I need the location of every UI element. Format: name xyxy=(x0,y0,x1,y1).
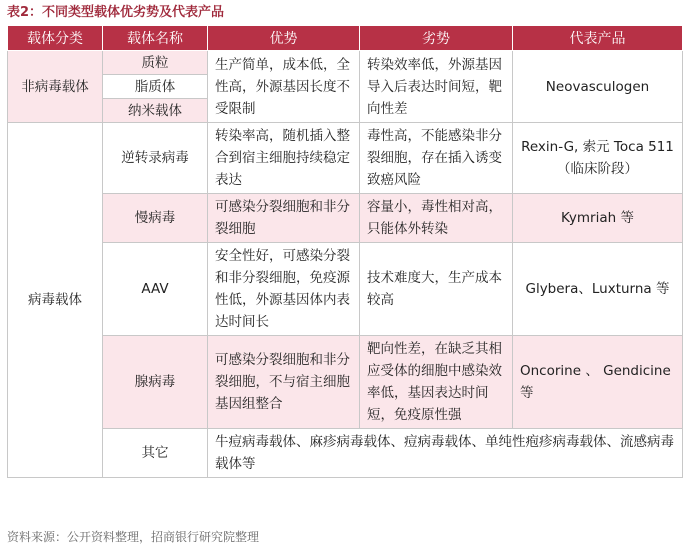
advantages-cell: 可感染分裂细胞和非分裂细胞，不与宿主细胞基因组整合 xyxy=(208,336,360,429)
disadvantages-cell: 毒性高，不能感染非分裂细胞，存在插入诱变致癌风险 xyxy=(360,123,513,194)
header-disadvantages: 劣势 xyxy=(360,26,513,51)
vector-comparison-table xyxy=(7,25,683,478)
vector-name-lentivirus: 慢病毒 xyxy=(103,194,208,243)
header-products: 代表产品 xyxy=(513,26,683,51)
vector-name-retrovirus: 逆转录病毒 xyxy=(103,123,208,194)
table-title: 表2：不同类型载体优劣势及代表产品 xyxy=(7,5,225,20)
header-category: 载体分类 xyxy=(8,26,103,51)
disadvantages-cell: 容量小，毒性相对高，只能体外转染 xyxy=(360,194,513,243)
table-row xyxy=(8,51,683,75)
vector-name-other: 其它 xyxy=(103,429,208,478)
other-vectors-cell: 牛痘病毒载体、麻疹病毒载体、痘病毒载体、单纯性疱疹病毒载体、流感病毒载体等 xyxy=(208,429,683,478)
header-advantages: 优势 xyxy=(208,26,360,51)
table-header-row xyxy=(8,26,683,51)
advantages-cell: 可感染分裂细胞和非分裂细胞 xyxy=(208,194,360,243)
table-row xyxy=(8,123,683,194)
products-cell: Oncorine 、 Gendicine 等 xyxy=(513,336,683,429)
vector-name-nano: 纳米载体 xyxy=(103,99,208,123)
category-nonviral: 非病毒载体 xyxy=(8,51,103,123)
advantages-cell: 生产简单，成本低，全性高，外源基因长度不受限制 xyxy=(208,51,360,123)
source-note: 资料来源：公开资料整理，招商银行研究院整理 xyxy=(7,530,260,544)
disadvantages-cell: 技术难度大，生产成本较高 xyxy=(360,243,513,336)
table-row xyxy=(8,243,683,336)
products-cell: Rexin-G, 索元 Toca 511（临床阶段） xyxy=(513,123,683,194)
vector-name-aav: AAV xyxy=(103,243,208,336)
products-cell: Glybera、Luxturna 等 xyxy=(513,243,683,336)
table-row xyxy=(8,336,683,429)
disadvantages-cell: 转染效率低，外源基因导入后表达时间短，靶向性差 xyxy=(360,51,513,123)
vector-name-liposome: 脂质体 xyxy=(103,75,208,99)
advantages-cell: 转染率高，随机插入整合到宿主细胞持续稳定表达 xyxy=(208,123,360,194)
products-cell: Neovasculogen xyxy=(513,51,683,123)
vector-name-adenovirus: 腺病毒 xyxy=(103,336,208,429)
vector-name-plasmid: 质粒 xyxy=(103,51,208,75)
header-name: 载体名称 xyxy=(103,26,208,51)
disadvantages-cell: 靶向性差，在缺乏其相应受体的细胞中感染效率低，基因表达时间短，免疫原性强 xyxy=(360,336,513,429)
table-row xyxy=(8,194,683,243)
advantages-cell: 安全性好，可感染分裂和非分裂细胞，免疫源性低，外源基因体内表达时间长 xyxy=(208,243,360,336)
category-viral: 病毒载体 xyxy=(8,123,103,478)
products-cell: Kymriah 等 xyxy=(513,194,683,243)
table-row xyxy=(8,429,683,478)
